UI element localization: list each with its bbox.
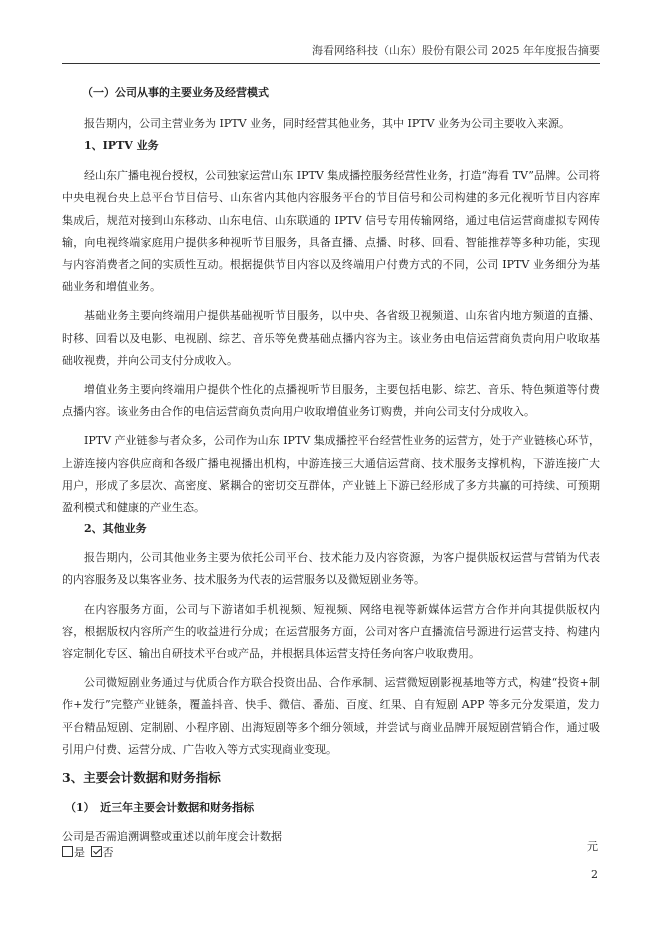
subheading-other-business: 2、其他业务 bbox=[84, 522, 147, 536]
checkbox-yes[interactable] bbox=[62, 846, 73, 857]
page-header: 海看网络科技（山东）股份有限公司 2025 年年度报告摘要 bbox=[312, 44, 600, 57]
paragraph-micro-drama: 公司微短剧业务通过与优质合作方联合投资出品、合作承制、运营微短剧影视基地等方式，构建“投资+制作+发行”完整产业链条，覆盖抖音、快手、微信、番茄、百度、红果、自有短剧 APP 等多元分发渠道，发力平台精品短剧、定制剧、小程序剧、出海短剧等多个细分领域，并尝试与商业品牌开展短剧营销合作，通过吸引用户付费、运营分成、广告收入等方式实现商业变现。 bbox=[62, 676, 600, 756]
section-heading-financial: 3、主要会计数据和财务指标 bbox=[62, 770, 221, 786]
checkbox-no[interactable] bbox=[91, 846, 102, 857]
main-content bbox=[62, 86, 600, 860]
paragraph-content-services: 在内容服务方面，公司与下游诸如手机视频、短视频、网络电视等新媒体运营方合作并向其提供版权内容，根据版权内容所产生的收益进行分成；在运营服务方面，公司对客户直播流信号源进行运营支持、构建内容定制化专区、输出自研技术平台或产品，并根据具体运营支持任务向客户收取费用。 bbox=[62, 602, 600, 661]
paragraph-iptv-overview: 经山东广播电视台授权，公司独家运营山东 IPTV 集成播控服务经营性业务，打造“海看 TV”品牌。公司将中央电视台央上总平台节目信号、山东省内其他内容服务平台的节目信号和公司构建的多元化视听节目内容库集成后，规范对接到山东移动、山东电信、山东联通的 IPTV 信号专用传输网络，通过电信运营商虚拟专网传输，向电视终端家庭用户提供多种视听节目服务，具备直播、点播、时移、回看、智能推荐等多种功能，实现与内容消费者之间的实质性互动。根据提供节目内容以及终端用户付费方式的不同，公司 IPTV 业务细分为基础业务和增值业务。 bbox=[62, 169, 600, 294]
subheading-three-year-data: （1） 近三年主要会计数据和财务指标 bbox=[65, 801, 255, 815]
page-number: 2 bbox=[591, 868, 598, 881]
paragraph-other-overview: 报告期内，公司其他业务主要为依托公司平台、技术能力及内容资源，为客户提供版权运营与营销为代表的内容服务及以集客业务、技术服务为代表的运营服务以及微短剧业务等。 bbox=[62, 551, 600, 587]
section-heading-business: （一）公司从事的主要业务及经营模式 bbox=[82, 86, 269, 99]
currency-unit: 元 bbox=[587, 840, 598, 853]
paragraph-intro: 报告期内，公司主营业务为 IPTV 业务，同时经营其他业务，其中 IPTV 业务为公司主要收入来源。 bbox=[84, 117, 571, 130]
option-no-label: 否 bbox=[102, 846, 114, 860]
paragraph-iptv-value-added: 增值业务主要向终端用户提供个性化的点播视听节目服务，主要包括电影、综艺、音乐、特色频道等付费点播内容。该业务由合作的电信运营商负责向用户收取增值业务订购费，并向公司支付分成收入。 bbox=[62, 383, 600, 419]
paragraph-iptv-basic: 基础业务主要向终端用户提供基础视听节目服务，以中央、各省级卫视频道、山东省内地方频道的直播、时移、回看以及电影、电视剧、综艺、音乐等免费基础点播内容为主。该业务由电信运营商负责向用户收取基础收视费，并向公司支付分成收入。 bbox=[62, 309, 600, 367]
restatement-options bbox=[62, 846, 600, 860]
subheading-iptv: 1、IPTV 业务 bbox=[84, 139, 159, 153]
restatement-question: 公司是否需追溯调整或重述以前年度会计数据 bbox=[62, 830, 282, 844]
paragraph-iptv-industry-chain: IPTV 产业链参与者众多，公司作为山东 IPTV 集成播控平台经营性业务的运营方，处于产业链核心环节，上游连接内容供应商和各级广播电视播出机构，中游连接三大通信运营商、技术服务支撑机构，下游连接广大用户，形成了多层次、高密度、紧耦合的密切交互群体，产业链上下游已经形成了多方共赢的可持续、可预期盈利模式和健康的产业生态。 bbox=[62, 434, 600, 515]
option-yes-label: 是 bbox=[74, 846, 85, 860]
header-divider bbox=[62, 63, 600, 64]
